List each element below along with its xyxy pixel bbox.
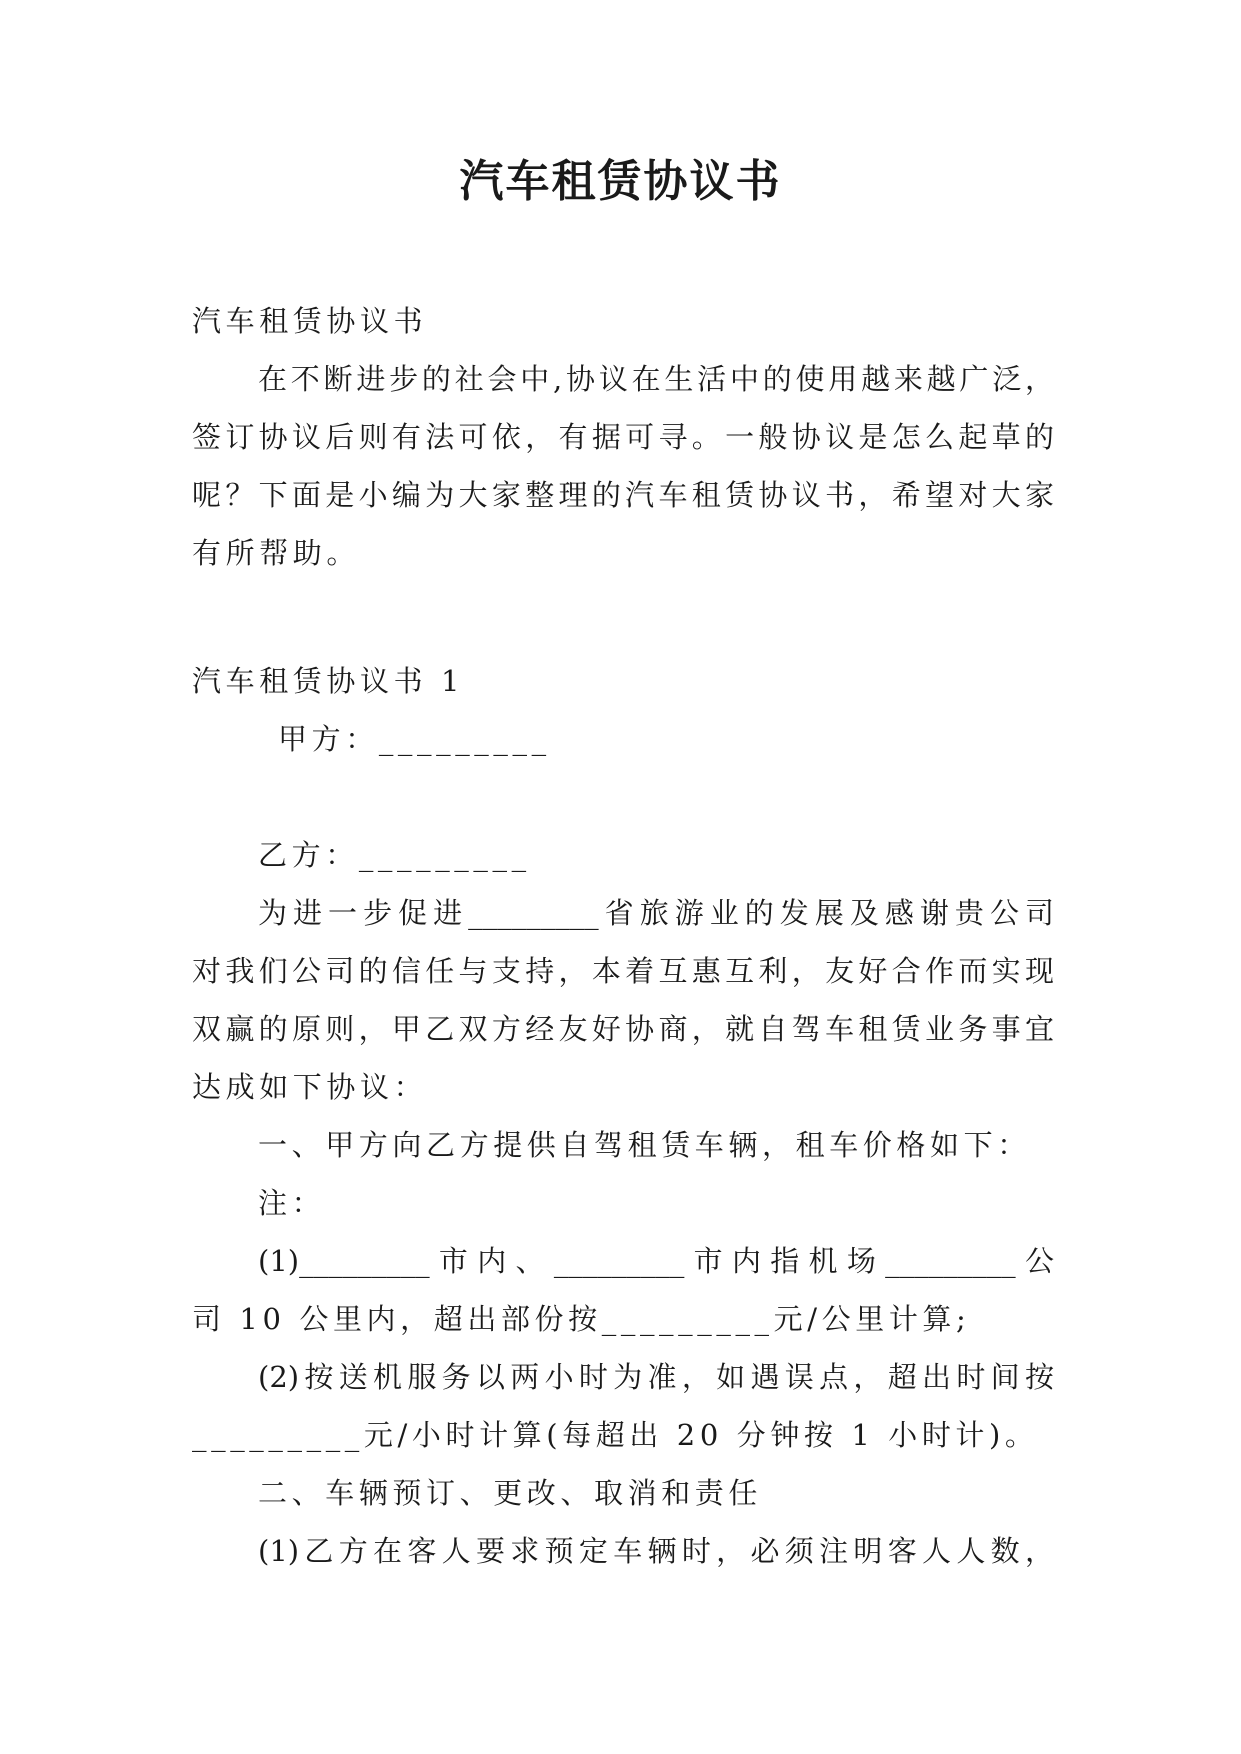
section-heading: 汽车租赁协议书 1	[192, 664, 465, 698]
note-2-line-2	[192, 1406, 1054, 1464]
note-1-prefix: (1)	[258, 1244, 300, 1278]
intro-line-3: 呢？下面是小编为大家整理的汽车租赁协议书，希望对大家	[192, 478, 1054, 512]
clause-2-item-1: (1)乙方在客人要求预定车辆时，必须注明客人人数，	[258, 1534, 1054, 1568]
purpose-line-2: 对我们公司的信任与支持，本着互惠互利，友好合作而实现	[192, 954, 1054, 988]
note-1-blank-1: _________	[299, 1244, 430, 1278]
party-b-line	[192, 826, 1054, 884]
note-1-line-2-pre: 司 10 公里内，超出部份按	[192, 1302, 602, 1336]
note-1-seg-2: 市内指机场	[684, 1244, 886, 1278]
note-1-blank-2: _________	[553, 1244, 685, 1278]
party-b-blank: _________	[358, 838, 531, 872]
clause-2: 二、车辆预订、更改、取消和责任	[258, 1476, 763, 1510]
note-1-seg-3: 公	[1015, 1244, 1054, 1278]
purpose-line-1	[192, 884, 1054, 942]
document-body	[192, 292, 1054, 1580]
spacer	[192, 768, 1054, 826]
intro-line-1: 在不断进步的社会中,协议在生活中的使用越来越广泛，	[258, 362, 1054, 396]
spacer	[192, 582, 1054, 652]
document-title: 汽车租赁协议书	[459, 156, 782, 207]
party-b-label: 乙方：	[258, 838, 359, 872]
province-blank: _________	[468, 896, 599, 930]
intro-heading: 汽车租赁协议书	[192, 304, 428, 338]
note-1-blank-3: _________	[885, 1244, 1016, 1278]
intro-line-2: 签订协议后则有法可依，有据可寻。一般协议是怎么起草的	[192, 420, 1054, 454]
purpose-line-3: 双赢的原则，甲乙双方经友好协商，就自驾车租赁业务事宜	[192, 1012, 1054, 1046]
note-2-line-2-post: 元/小时计算(每超出 20 分钟按 1 小时计)。	[363, 1418, 1039, 1452]
note-label: 注：	[258, 1186, 326, 1220]
note-1-line-2	[192, 1290, 1054, 1348]
purpose-line-1-pre: 为进一步促进	[258, 896, 469, 930]
note-1-line-2-post: 元/公里计算;	[773, 1302, 971, 1336]
clause-1: 一、甲方向乙方提供自驾租赁车辆，租车价格如下：	[258, 1128, 1031, 1162]
note-1-blank-4: _________	[601, 1302, 774, 1336]
note-2-blank: _________	[192, 1418, 364, 1452]
party-a-blank: _________	[378, 722, 551, 756]
intro-line-4: 有所帮助。	[192, 536, 361, 570]
purpose-line-4: 达成如下协议：	[192, 1070, 428, 1104]
note-1-line-1	[192, 1232, 1054, 1290]
note-1-seg-1: 市内、	[429, 1244, 554, 1278]
party-a-label: 甲方：	[278, 722, 379, 756]
purpose-line-1-post: 省旅游业的发展及感谢贵公司	[598, 896, 1054, 930]
party-a-line	[192, 710, 1054, 768]
note-2-line-1: (2)按送机服务以两小时为准，如遇误点，超出时间按	[258, 1360, 1054, 1394]
